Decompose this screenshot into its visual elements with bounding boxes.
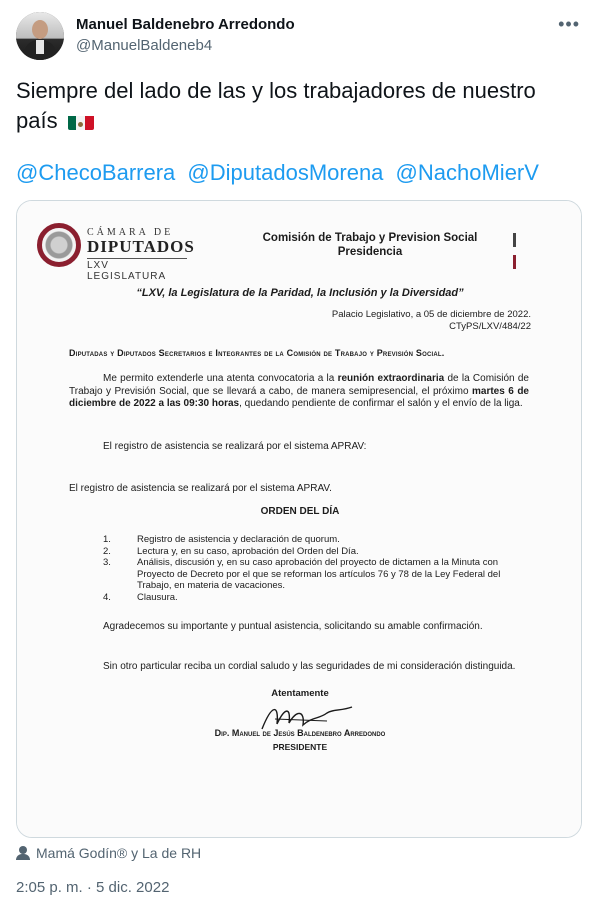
cargo: PRESIDENTE	[272, 742, 328, 752]
paragraph-agradecimiento: Agradecemos su importante y puntual asistencia, solicitando su amable confirmación.	[103, 621, 483, 632]
paragraph-registro-2: El registro de asistencia se realizará por el sistema APRAV.	[69, 483, 332, 494]
mention-link[interactable]: @DiputadosMorena	[187, 160, 384, 185]
lema: “LXV, la Legislatura de la Paridad, la Inclusión y la Diversidad”	[136, 287, 464, 299]
logo-legislatura-text: LXV LEGISLATURA	[87, 258, 187, 282]
divider	[513, 233, 516, 247]
tweet-text	[16, 76, 582, 136]
firmante: Dip. Manuel de Jesús Baldenebro Arredondo	[214, 728, 386, 738]
orden-del-dia-title: ORDEN DEL DÍA	[260, 506, 340, 517]
mention-link[interactable]: @ChecoBarrera	[16, 160, 176, 185]
tweet-header	[16, 12, 582, 62]
comision-heading	[217, 231, 523, 259]
orden-del-dia-list	[103, 534, 533, 603]
logo-diputados-text: DIPUTADOS	[87, 237, 195, 256]
tweet-timestamp[interactable]: 2:05 p. m. · 5 dic. 2022	[16, 879, 170, 896]
more-horizontal-icon[interactable]: •••	[558, 14, 580, 34]
atentamente: Atentamente	[271, 688, 329, 699]
divider	[513, 255, 516, 269]
fecha: Palacio Legislativo, a 05 de diciembre de 2022.	[331, 309, 531, 320]
seal-icon	[37, 223, 81, 267]
mentions	[16, 158, 545, 188]
paragraph-convocatoria: Me permito extenderle una atenta convocatoria a la reunión extraordinaria de la Comisión de Trabajo y Previsión Social, que se llevará a cabo, de manera semipresencial, el próximo martes 6 de diciembre de 2022 a las 09:30 horas, quedando pendiente de confirmar el salón y el envío de la liga.	[69, 373, 529, 409]
author-handle[interactable]: @ManuelBaldeneb4	[76, 37, 213, 54]
paragraph-registro: El registro de asistencia se realizará por el sistema APRAV:	[103, 441, 367, 452]
retweeted-by[interactable]	[16, 845, 201, 861]
logo-camara-text: CÁMARA DE	[87, 227, 174, 238]
camara-diputados-logo	[37, 223, 195, 282]
tweet-body: Siempre del lado de las y los trabajadores de nuestro país	[16, 78, 536, 133]
person-icon	[16, 846, 30, 860]
oficio-number: CTyPS/LXV/484/22	[449, 321, 531, 332]
author-name[interactable]: Manuel Baldenebro Arredondo	[76, 16, 295, 33]
comision-subtitle: Presidencia	[337, 246, 403, 258]
retweeted-by-text: Mamá Godín® y La de RH	[36, 845, 202, 861]
list-item: 1. Registro de asistencia y declaración de quorum.	[103, 534, 340, 545]
attached-image[interactable]	[16, 200, 582, 838]
mexico-flag-icon	[68, 112, 94, 130]
destinatarios: Diputadas y Diputados Secretarios e Integrantes de la Comisión de Trabajo y Previsión Social.	[69, 348, 445, 358]
convocatoria-document	[17, 201, 582, 838]
list-item: 4. Clausura.	[103, 591, 178, 603]
list-item: 2. Lectura y, en su caso, aprobación del Orden del Día.	[103, 545, 359, 557]
fecha-block	[332, 309, 531, 333]
list-item: 3. Análisis, discusión y, en su caso aprobación del proyecto de dictamen a la Minuta con Proyecto de Decreto por el que se reforman los artículos 76 y 78 de la Ley Federal del Trabajo, en materia de vacaciones.	[103, 557, 501, 591]
mention-link[interactable]: @NachoMierV	[395, 160, 539, 185]
paragraph-despedida: Sin otro particular reciba un cordial saludo y las seguridades de mi consideración distinguida.	[103, 661, 516, 672]
comision-title: Comisión de Trabajo y Prevision Social	[262, 232, 478, 244]
author-avatar[interactable]	[16, 12, 64, 60]
